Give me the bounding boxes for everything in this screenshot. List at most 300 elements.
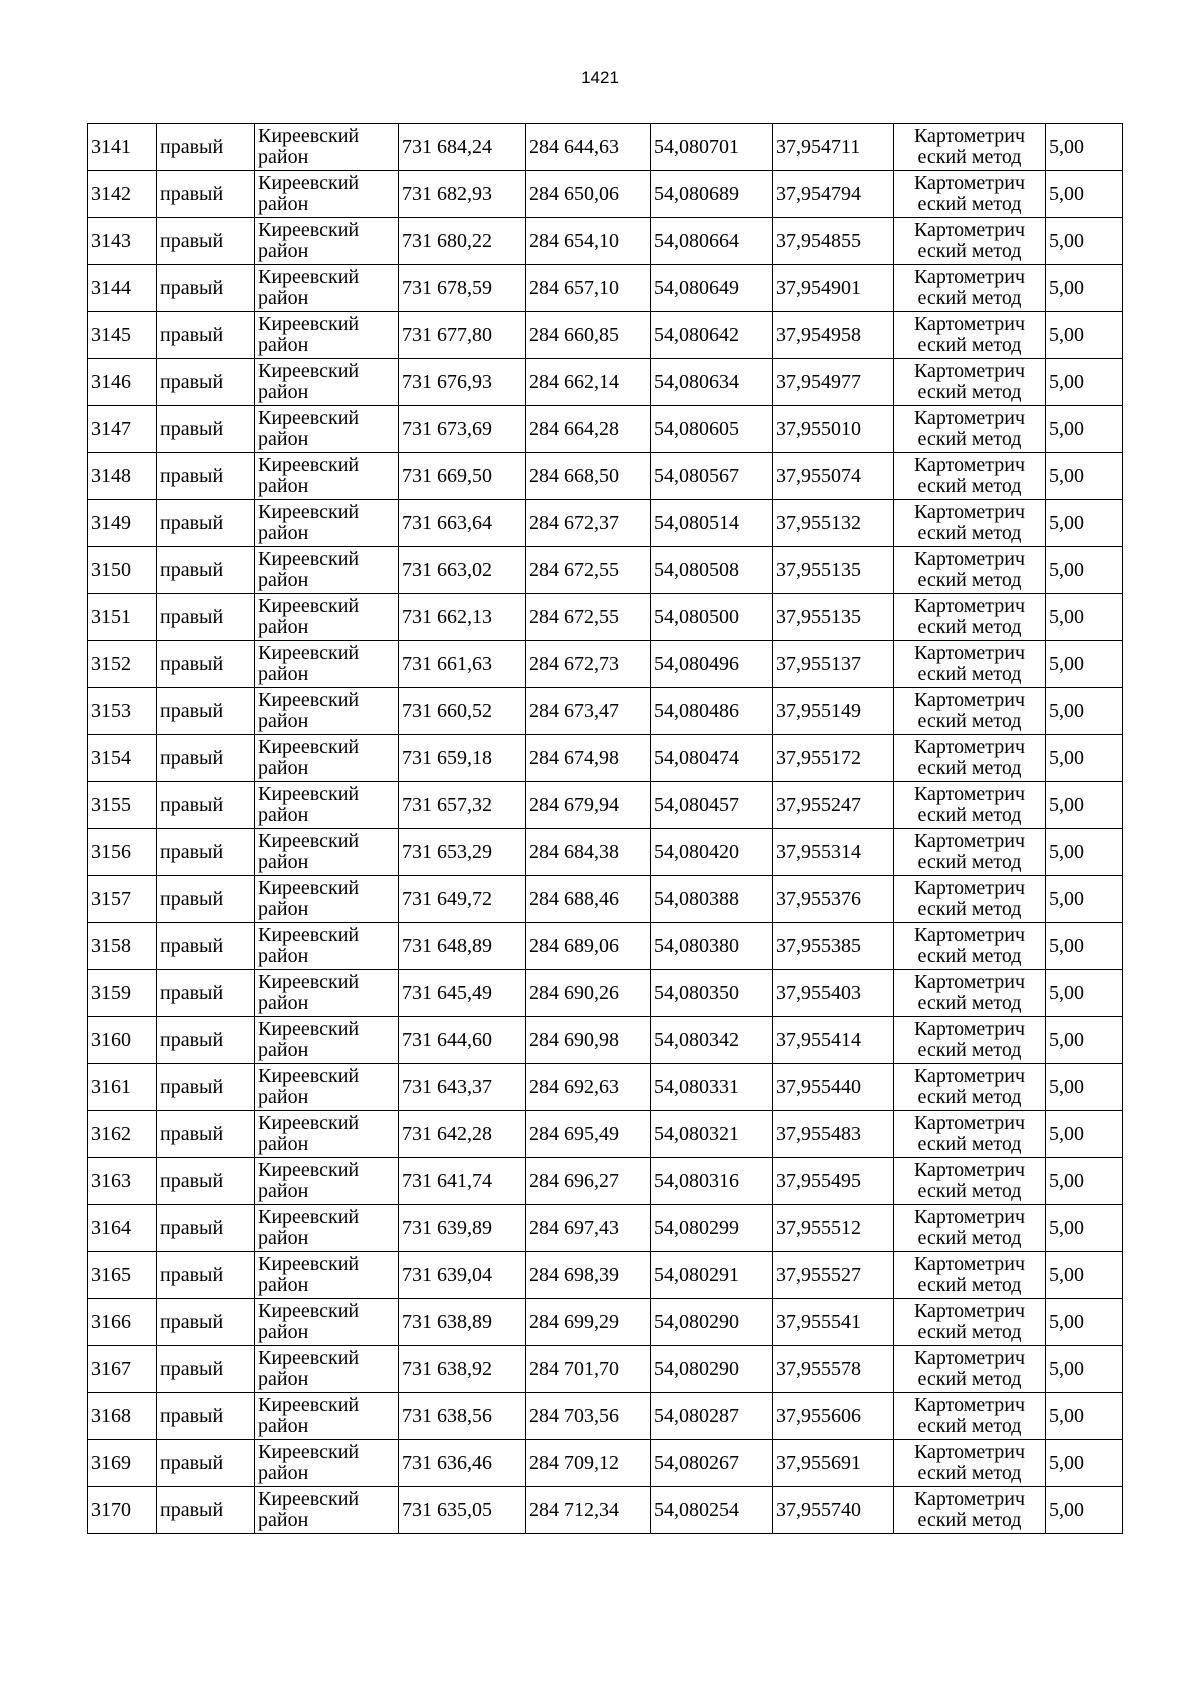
table-row (88, 359, 1123, 406)
cell-district: Киреевский район (255, 923, 399, 970)
table-row (88, 547, 1123, 594)
table-row (88, 1346, 1123, 1393)
cell-district: Киреевский район (255, 1111, 399, 1158)
cell-district: Киреевский район (255, 782, 399, 829)
cell-coord-y: 284 698,39 (526, 1252, 651, 1299)
cell-longitude: 37,955172 (773, 735, 894, 782)
cell-point-number: 3154 (88, 735, 157, 782)
cell-coord-x: 731 660,52 (399, 688, 526, 735)
cell-point-number: 3151 (88, 594, 157, 641)
cell-error: 5,00 (1046, 688, 1123, 735)
table-row (88, 171, 1123, 218)
cell-method: Картометрич еский метод (894, 641, 1046, 688)
cell-error: 5,00 (1046, 1017, 1123, 1064)
cell-district: Киреевский район (255, 500, 399, 547)
cell-coord-x: 731 677,80 (399, 312, 526, 359)
cell-point-number: 3145 (88, 312, 157, 359)
cell-coord-y: 284 673,47 (526, 688, 651, 735)
cell-latitude: 54,080701 (651, 124, 773, 171)
table-row (88, 1299, 1123, 1346)
cell-district: Киреевский район (255, 1346, 399, 1393)
cell-coord-x: 731 662,13 (399, 594, 526, 641)
cell-error: 5,00 (1046, 1158, 1123, 1205)
cell-method: Картометрич еский метод (894, 1346, 1046, 1393)
cell-error: 5,00 (1046, 1252, 1123, 1299)
cell-bank-side: правый (157, 1346, 255, 1393)
cell-method: Картометрич еский метод (894, 1064, 1046, 1111)
cell-district: Киреевский район (255, 688, 399, 735)
cell-bank-side: правый (157, 594, 255, 641)
cell-bank-side: правый (157, 1111, 255, 1158)
cell-error: 5,00 (1046, 359, 1123, 406)
cell-bank-side: правый (157, 1252, 255, 1299)
cell-coord-x: 731 638,92 (399, 1346, 526, 1393)
cell-point-number: 3143 (88, 218, 157, 265)
cell-point-number: 3141 (88, 124, 157, 171)
cell-coord-x: 731 676,93 (399, 359, 526, 406)
table-row (88, 406, 1123, 453)
cell-error: 5,00 (1046, 1487, 1123, 1534)
table-row (88, 970, 1123, 1017)
cell-point-number: 3149 (88, 500, 157, 547)
cell-method: Картометрич еский метод (894, 1393, 1046, 1440)
table-row (88, 1440, 1123, 1487)
page-number: 1421 (581, 68, 619, 87)
cell-longitude: 37,955137 (773, 641, 894, 688)
cell-bank-side: правый (157, 406, 255, 453)
cell-bank-side: правый (157, 265, 255, 312)
cell-district: Киреевский район (255, 218, 399, 265)
cell-longitude: 37,955385 (773, 923, 894, 970)
cell-error: 5,00 (1046, 1346, 1123, 1393)
cell-district: Киреевский район (255, 547, 399, 594)
cell-method: Картометрич еский метод (894, 547, 1046, 594)
cell-method: Картометрич еский метод (894, 359, 1046, 406)
cell-bank-side: правый (157, 312, 255, 359)
cell-latitude: 54,080567 (651, 453, 773, 500)
cell-method: Картометрич еский метод (894, 1299, 1046, 1346)
table-row (88, 641, 1123, 688)
cell-bank-side: правый (157, 1393, 255, 1440)
cell-point-number: 3160 (88, 1017, 157, 1064)
cell-method: Картометрич еский метод (894, 1205, 1046, 1252)
cell-method: Картометрич еский метод (894, 1487, 1046, 1534)
cell-coord-y: 284 709,12 (526, 1440, 651, 1487)
cell-coord-x: 731 663,64 (399, 500, 526, 547)
cell-latitude: 54,080457 (651, 782, 773, 829)
cell-point-number: 3152 (88, 641, 157, 688)
cell-longitude: 37,955691 (773, 1440, 894, 1487)
cell-latitude: 54,080350 (651, 970, 773, 1017)
cell-longitude: 37,954958 (773, 312, 894, 359)
cell-longitude: 37,955527 (773, 1252, 894, 1299)
cell-latitude: 54,080290 (651, 1346, 773, 1393)
cell-coord-x: 731 643,37 (399, 1064, 526, 1111)
cell-coord-y: 284 657,10 (526, 265, 651, 312)
cell-bank-side: правый (157, 735, 255, 782)
cell-longitude: 37,954855 (773, 218, 894, 265)
cell-point-number: 3162 (88, 1111, 157, 1158)
cell-point-number: 3155 (88, 782, 157, 829)
cell-coord-x: 731 642,28 (399, 1111, 526, 1158)
cell-point-number: 3168 (88, 1393, 157, 1440)
cell-coord-x: 731 648,89 (399, 923, 526, 970)
cell-method: Картометрич еский метод (894, 782, 1046, 829)
cell-point-number: 3148 (88, 453, 157, 500)
cell-district: Киреевский район (255, 1299, 399, 1346)
cell-error: 5,00 (1046, 500, 1123, 547)
cell-method: Картометрич еский метод (894, 876, 1046, 923)
cell-latitude: 54,080388 (651, 876, 773, 923)
cell-coord-y: 284 690,26 (526, 970, 651, 1017)
cell-method: Картометрич еский метод (894, 171, 1046, 218)
cell-method: Картометрич еский метод (894, 923, 1046, 970)
cell-method: Картометрич еский метод (894, 1252, 1046, 1299)
cell-coord-x: 731 678,59 (399, 265, 526, 312)
cell-coord-y: 284 703,56 (526, 1393, 651, 1440)
cell-coord-y: 284 699,29 (526, 1299, 651, 1346)
cell-district: Киреевский район (255, 312, 399, 359)
cell-longitude: 37,955440 (773, 1064, 894, 1111)
cell-error: 5,00 (1046, 782, 1123, 829)
cell-error: 5,00 (1046, 641, 1123, 688)
cell-coord-x: 731 638,89 (399, 1299, 526, 1346)
cell-method: Картометрич еский метод (894, 1440, 1046, 1487)
cell-coord-y: 284 668,50 (526, 453, 651, 500)
cell-coord-x: 731 649,72 (399, 876, 526, 923)
cell-longitude: 37,954977 (773, 359, 894, 406)
cell-district: Киреевский район (255, 1205, 399, 1252)
cell-district: Киреевский район (255, 453, 399, 500)
cell-coord-x: 731 684,24 (399, 124, 526, 171)
cell-method: Картометрич еский метод (894, 406, 1046, 453)
cell-longitude: 37,955495 (773, 1158, 894, 1205)
table-row (88, 1111, 1123, 1158)
cell-latitude: 54,080299 (651, 1205, 773, 1252)
cell-coord-x: 731 636,46 (399, 1440, 526, 1487)
table-row (88, 876, 1123, 923)
cell-error: 5,00 (1046, 735, 1123, 782)
cell-latitude: 54,080605 (651, 406, 773, 453)
cell-coord-x: 731 673,69 (399, 406, 526, 453)
cell-longitude: 37,955010 (773, 406, 894, 453)
cell-latitude: 54,080380 (651, 923, 773, 970)
cell-longitude: 37,955314 (773, 829, 894, 876)
cell-coord-x: 731 653,29 (399, 829, 526, 876)
cell-error: 5,00 (1046, 829, 1123, 876)
cell-latitude: 54,080689 (651, 171, 773, 218)
cell-coord-y: 284 688,46 (526, 876, 651, 923)
cell-bank-side: правый (157, 359, 255, 406)
cell-district: Киреевский район (255, 359, 399, 406)
cell-bank-side: правый (157, 500, 255, 547)
cell-longitude: 37,955247 (773, 782, 894, 829)
cell-coord-y: 284 712,34 (526, 1487, 651, 1534)
cell-method: Картометрич еский метод (894, 1017, 1046, 1064)
cell-point-number: 3142 (88, 171, 157, 218)
table-row (88, 265, 1123, 312)
cell-coord-y: 284 690,98 (526, 1017, 651, 1064)
cell-district: Киреевский район (255, 829, 399, 876)
cell-bank-side: правый (157, 218, 255, 265)
cell-error: 5,00 (1046, 312, 1123, 359)
cell-error: 5,00 (1046, 594, 1123, 641)
cell-point-number: 3169 (88, 1440, 157, 1487)
cell-bank-side: правый (157, 547, 255, 594)
cell-district: Киреевский район (255, 1440, 399, 1487)
cell-district: Киреевский район (255, 1158, 399, 1205)
cell-error: 5,00 (1046, 218, 1123, 265)
cell-district: Киреевский район (255, 1064, 399, 1111)
table-row (88, 124, 1123, 171)
cell-bank-side: правый (157, 1017, 255, 1064)
table-row (88, 1017, 1123, 1064)
table-row (88, 1064, 1123, 1111)
cell-method: Картометрич еский метод (894, 500, 1046, 547)
cell-longitude: 37,955074 (773, 453, 894, 500)
cell-latitude: 54,080420 (651, 829, 773, 876)
cell-latitude: 54,080514 (651, 500, 773, 547)
cell-bank-side: правый (157, 1487, 255, 1534)
cell-coord-x: 731 661,63 (399, 641, 526, 688)
cell-coord-y: 284 644,63 (526, 124, 651, 171)
cell-latitude: 54,080496 (651, 641, 773, 688)
cell-latitude: 54,080486 (651, 688, 773, 735)
cell-bank-side: правый (157, 171, 255, 218)
table-row (88, 829, 1123, 876)
table-body (88, 124, 1123, 1534)
cell-longitude: 37,955578 (773, 1346, 894, 1393)
cell-method: Картометрич еский метод (894, 218, 1046, 265)
cell-coord-y: 284 692,63 (526, 1064, 651, 1111)
cell-error: 5,00 (1046, 171, 1123, 218)
table-row (88, 1252, 1123, 1299)
cell-coord-y: 284 697,43 (526, 1205, 651, 1252)
cell-longitude: 37,954901 (773, 265, 894, 312)
cell-point-number: 3159 (88, 970, 157, 1017)
cell-coord-y: 284 664,28 (526, 406, 651, 453)
cell-point-number: 3158 (88, 923, 157, 970)
cell-coord-y: 284 672,73 (526, 641, 651, 688)
cell-longitude: 37,955414 (773, 1017, 894, 1064)
table-row (88, 594, 1123, 641)
cell-latitude: 54,080500 (651, 594, 773, 641)
cell-error: 5,00 (1046, 453, 1123, 500)
cell-bank-side: правый (157, 1064, 255, 1111)
table-row (88, 500, 1123, 547)
cell-district: Киреевский район (255, 1252, 399, 1299)
cell-coord-x: 731 680,22 (399, 218, 526, 265)
cell-method: Картометрич еский метод (894, 970, 1046, 1017)
cell-coord-y: 284 701,70 (526, 1346, 651, 1393)
cell-bank-side: правый (157, 970, 255, 1017)
cell-bank-side: правый (157, 1440, 255, 1487)
cell-longitude: 37,955740 (773, 1487, 894, 1534)
cell-coord-x: 731 639,89 (399, 1205, 526, 1252)
cell-bank-side: правый (157, 1299, 255, 1346)
cell-longitude: 37,955132 (773, 500, 894, 547)
cell-error: 5,00 (1046, 1393, 1123, 1440)
cell-bank-side: правый (157, 453, 255, 500)
table-row (88, 923, 1123, 970)
cell-coord-y: 284 660,85 (526, 312, 651, 359)
cell-longitude: 37,955606 (773, 1393, 894, 1440)
cell-latitude: 54,080267 (651, 1440, 773, 1487)
table-row (88, 782, 1123, 829)
cell-error: 5,00 (1046, 876, 1123, 923)
coordinates-table (87, 123, 1123, 1534)
cell-bank-side: правый (157, 124, 255, 171)
cell-point-number: 3165 (88, 1252, 157, 1299)
cell-coord-y: 284 679,94 (526, 782, 651, 829)
table-row (88, 218, 1123, 265)
cell-coord-y: 284 684,38 (526, 829, 651, 876)
cell-coord-y: 284 672,37 (526, 500, 651, 547)
cell-bank-side: правый (157, 876, 255, 923)
cell-district: Киреевский район (255, 1017, 399, 1064)
cell-district: Киреевский район (255, 1393, 399, 1440)
cell-point-number: 3153 (88, 688, 157, 735)
cell-latitude: 54,080474 (651, 735, 773, 782)
cell-bank-side: правый (157, 641, 255, 688)
cell-point-number: 3164 (88, 1205, 157, 1252)
cell-latitude: 54,080316 (651, 1158, 773, 1205)
cell-coord-y: 284 689,06 (526, 923, 651, 970)
cell-longitude: 37,955403 (773, 970, 894, 1017)
cell-point-number: 3161 (88, 1064, 157, 1111)
cell-point-number: 3163 (88, 1158, 157, 1205)
cell-latitude: 54,080287 (651, 1393, 773, 1440)
cell-latitude: 54,080331 (651, 1064, 773, 1111)
cell-error: 5,00 (1046, 406, 1123, 453)
cell-coord-x: 731 663,02 (399, 547, 526, 594)
cell-error: 5,00 (1046, 1111, 1123, 1158)
cell-coord-x: 731 657,32 (399, 782, 526, 829)
cell-coord-y: 284 672,55 (526, 547, 651, 594)
table-row (88, 1487, 1123, 1534)
cell-longitude: 37,955512 (773, 1205, 894, 1252)
cell-district: Киреевский район (255, 594, 399, 641)
cell-point-number: 3166 (88, 1299, 157, 1346)
table-row (88, 312, 1123, 359)
cell-latitude: 54,080290 (651, 1299, 773, 1346)
cell-coord-y: 284 674,98 (526, 735, 651, 782)
cell-district: Киреевский район (255, 171, 399, 218)
cell-district: Киреевский район (255, 641, 399, 688)
cell-bank-side: правый (157, 829, 255, 876)
table-row (88, 1205, 1123, 1252)
cell-latitude: 54,080321 (651, 1111, 773, 1158)
cell-point-number: 3157 (88, 876, 157, 923)
cell-point-number: 3167 (88, 1346, 157, 1393)
cell-district: Киреевский район (255, 1487, 399, 1534)
cell-longitude: 37,955135 (773, 547, 894, 594)
cell-coord-x: 731 641,74 (399, 1158, 526, 1205)
cell-district: Киреевский район (255, 970, 399, 1017)
cell-latitude: 54,080664 (651, 218, 773, 265)
cell-coord-y: 284 696,27 (526, 1158, 651, 1205)
cell-district: Киреевский район (255, 124, 399, 171)
cell-longitude: 37,955541 (773, 1299, 894, 1346)
cell-latitude: 54,080634 (651, 359, 773, 406)
cell-point-number: 3156 (88, 829, 157, 876)
cell-method: Картометрич еский метод (894, 688, 1046, 735)
table-row (88, 453, 1123, 500)
cell-error: 5,00 (1046, 1205, 1123, 1252)
cell-coord-y: 284 654,10 (526, 218, 651, 265)
cell-method: Картометрич еский метод (894, 453, 1046, 500)
cell-error: 5,00 (1046, 1440, 1123, 1487)
cell-latitude: 54,080649 (651, 265, 773, 312)
cell-error: 5,00 (1046, 1299, 1123, 1346)
cell-point-number: 3170 (88, 1487, 157, 1534)
cell-point-number: 3150 (88, 547, 157, 594)
cell-coord-y: 284 672,55 (526, 594, 651, 641)
cell-longitude: 37,955135 (773, 594, 894, 641)
cell-coord-x: 731 669,50 (399, 453, 526, 500)
cell-coord-x: 731 638,56 (399, 1393, 526, 1440)
cell-error: 5,00 (1046, 1064, 1123, 1111)
cell-bank-side: правый (157, 923, 255, 970)
cell-district: Киреевский район (255, 406, 399, 453)
cell-latitude: 54,080342 (651, 1017, 773, 1064)
cell-district: Киреевский район (255, 735, 399, 782)
cell-bank-side: правый (157, 1205, 255, 1252)
cell-district: Киреевский район (255, 876, 399, 923)
table-row (88, 735, 1123, 782)
cell-coord-x: 731 635,05 (399, 1487, 526, 1534)
cell-district: Киреевский район (255, 265, 399, 312)
table-row (88, 1158, 1123, 1205)
cell-method: Картометрич еский метод (894, 1158, 1046, 1205)
cell-error: 5,00 (1046, 923, 1123, 970)
cell-coord-x: 731 639,04 (399, 1252, 526, 1299)
cell-method: Картометрич еский метод (894, 829, 1046, 876)
cell-longitude: 37,955483 (773, 1111, 894, 1158)
cell-longitude: 37,954711 (773, 124, 894, 171)
cell-latitude: 54,080254 (651, 1487, 773, 1534)
cell-coord-y: 284 695,49 (526, 1111, 651, 1158)
cell-bank-side: правый (157, 782, 255, 829)
cell-method: Картометрич еский метод (894, 312, 1046, 359)
cell-longitude: 37,954794 (773, 171, 894, 218)
cell-method: Картометрич еский метод (894, 594, 1046, 641)
cell-error: 5,00 (1046, 970, 1123, 1017)
cell-method: Картометрич еский метод (894, 735, 1046, 782)
table-row (88, 1393, 1123, 1440)
cell-coord-x: 731 645,49 (399, 970, 526, 1017)
cell-point-number: 3147 (88, 406, 157, 453)
cell-bank-side: правый (157, 1158, 255, 1205)
cell-latitude: 54,080642 (651, 312, 773, 359)
cell-coord-x: 731 682,93 (399, 171, 526, 218)
cell-coord-y: 284 650,06 (526, 171, 651, 218)
cell-bank-side: правый (157, 688, 255, 735)
cell-error: 5,00 (1046, 547, 1123, 594)
table-row (88, 688, 1123, 735)
cell-latitude: 54,080291 (651, 1252, 773, 1299)
cell-longitude: 37,955149 (773, 688, 894, 735)
cell-method: Картометрич еский метод (894, 1111, 1046, 1158)
cell-point-number: 3144 (88, 265, 157, 312)
cell-coord-y: 284 662,14 (526, 359, 651, 406)
cell-coord-x: 731 659,18 (399, 735, 526, 782)
cell-latitude: 54,080508 (651, 547, 773, 594)
cell-method: Картометрич еский метод (894, 124, 1046, 171)
cell-error: 5,00 (1046, 124, 1123, 171)
cell-point-number: 3146 (88, 359, 157, 406)
cell-method: Картометрич еский метод (894, 265, 1046, 312)
